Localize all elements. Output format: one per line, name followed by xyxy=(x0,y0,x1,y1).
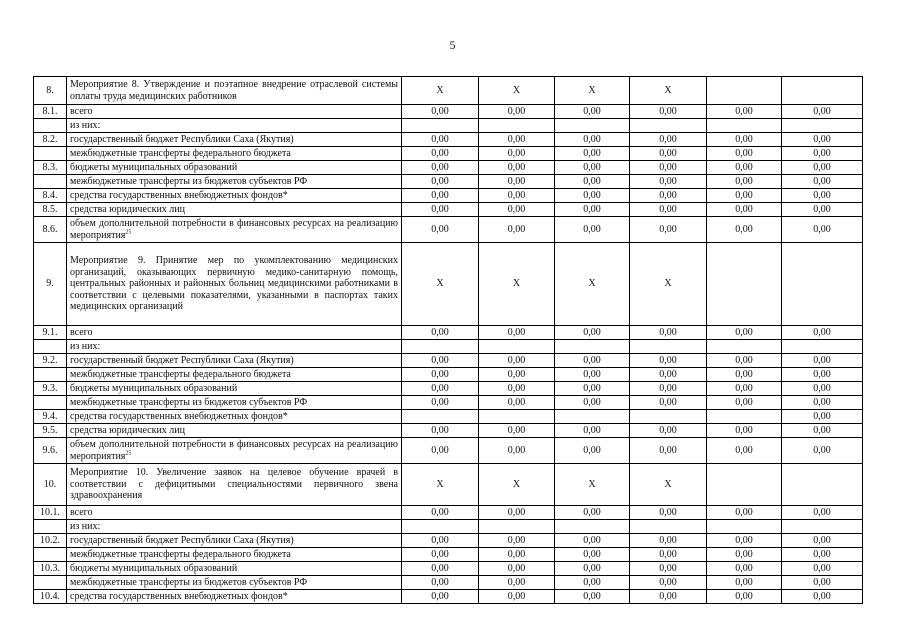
value-cell: 0,00 xyxy=(630,534,707,548)
value-cell xyxy=(402,340,479,354)
row-number xyxy=(34,548,67,562)
value-cell xyxy=(402,410,479,424)
value-cell: 0,00 xyxy=(707,534,782,548)
row-description xyxy=(67,161,402,175)
row-description-text: объем дополнительной потребности в финансовых ресурсах на реализацию мероприятия xyxy=(70,218,398,241)
value-cell: 0,00 xyxy=(707,133,782,147)
row-description xyxy=(67,410,402,424)
value-cell: 0,00 xyxy=(630,326,707,340)
row-description-text: бюджеты муниципальных образований xyxy=(70,382,238,394)
row-description xyxy=(67,438,402,464)
value-cell: 0,00 xyxy=(479,424,555,438)
row-number: 8. xyxy=(34,77,67,105)
row-description xyxy=(67,133,402,147)
value-cell: 0,00 xyxy=(782,396,863,410)
value-cell: 0,00 xyxy=(402,354,479,368)
row-description xyxy=(67,506,402,520)
value-cell: 0,00 xyxy=(630,189,707,203)
row-description-text: межбюджетные трансферты федерального бюджета xyxy=(70,548,291,560)
row-description-text: Мероприятие 10. Увеличение заявок на целевое обучение врачей в соответствии с дефицитными специальностями первичного звена здравоохранения xyxy=(70,467,398,502)
value-cell: 0,00 xyxy=(630,217,707,243)
row-description xyxy=(67,119,402,133)
table-row xyxy=(34,243,863,326)
value-cell: 0,00 xyxy=(630,147,707,161)
table-row xyxy=(34,133,863,147)
value-cell: 0,00 xyxy=(555,217,630,243)
value-cell: 0,00 xyxy=(479,203,555,217)
value-cell: 0,00 xyxy=(707,105,782,119)
row-description xyxy=(67,175,402,189)
value-cell: 0,00 xyxy=(707,424,782,438)
row-description xyxy=(67,562,402,576)
table-row xyxy=(34,175,863,189)
value-cell: 0,00 xyxy=(402,105,479,119)
value-cell: X xyxy=(555,77,630,105)
row-description xyxy=(67,464,402,506)
page-number: 5 xyxy=(449,38,456,52)
value-cell: 0,00 xyxy=(402,590,479,604)
table-row xyxy=(34,147,863,161)
table-row xyxy=(34,326,863,340)
row-description xyxy=(67,340,402,354)
value-cell: 0,00 xyxy=(630,368,707,382)
value-cell xyxy=(402,520,479,534)
value-cell: 0,00 xyxy=(630,396,707,410)
value-cell xyxy=(630,520,707,534)
value-cell xyxy=(555,410,630,424)
footnote-marker: 25 xyxy=(125,229,132,236)
value-cell: 0,00 xyxy=(479,548,555,562)
value-cell: 0,00 xyxy=(402,382,479,396)
value-cell: 0,00 xyxy=(782,562,863,576)
value-cell: 0,00 xyxy=(782,438,863,464)
value-cell: 0,00 xyxy=(707,438,782,464)
value-cell: 0,00 xyxy=(555,382,630,396)
value-cell: 0,00 xyxy=(555,189,630,203)
value-cell: X xyxy=(630,464,707,506)
value-cell: 0,00 xyxy=(479,368,555,382)
table-row xyxy=(34,506,863,520)
row-description xyxy=(67,243,402,326)
row-description xyxy=(67,382,402,396)
value-cell: 0,00 xyxy=(479,506,555,520)
value-cell: 0,00 xyxy=(555,326,630,340)
row-number: 8.3. xyxy=(34,161,67,175)
row-description xyxy=(67,368,402,382)
value-cell: 0,00 xyxy=(707,548,782,562)
value-cell: X xyxy=(555,243,630,326)
value-cell: 0,00 xyxy=(479,217,555,243)
value-cell: 0,00 xyxy=(630,105,707,119)
value-cell: 0,00 xyxy=(402,368,479,382)
value-cell: 0,00 xyxy=(782,382,863,396)
value-cell: 0,00 xyxy=(630,175,707,189)
table-row xyxy=(34,189,863,203)
value-cell: 0,00 xyxy=(630,438,707,464)
value-cell: 0,00 xyxy=(782,424,863,438)
table-body xyxy=(34,77,863,604)
row-number xyxy=(34,368,67,382)
value-cell xyxy=(707,410,782,424)
value-cell: 0,00 xyxy=(630,161,707,175)
row-description-text: средства государственных внебюджетных фондов* xyxy=(70,189,288,201)
value-cell xyxy=(479,410,555,424)
value-cell: 0,00 xyxy=(479,189,555,203)
value-cell: 0,00 xyxy=(782,175,863,189)
row-description xyxy=(67,77,402,105)
value-cell: 0,00 xyxy=(479,147,555,161)
value-cell: 0,00 xyxy=(555,534,630,548)
value-cell: 0,00 xyxy=(782,147,863,161)
value-cell: 0,00 xyxy=(402,506,479,520)
value-cell: 0,00 xyxy=(555,147,630,161)
table-row xyxy=(34,161,863,175)
value-cell: 0,00 xyxy=(402,326,479,340)
table-row xyxy=(34,340,863,354)
row-description xyxy=(67,576,402,590)
value-cell: X xyxy=(479,464,555,506)
row-description xyxy=(67,590,402,604)
table-row xyxy=(34,464,863,506)
value-cell: 0,00 xyxy=(630,506,707,520)
row-description-text: межбюджетные трансферты из бюджетов субъектов РФ xyxy=(70,396,308,408)
value-cell: 0,00 xyxy=(782,189,863,203)
value-cell: 0,00 xyxy=(630,382,707,396)
row-number xyxy=(34,175,67,189)
row-number: 10.2. xyxy=(34,534,67,548)
row-number xyxy=(34,340,67,354)
value-cell xyxy=(782,119,863,133)
value-cell: 0,00 xyxy=(630,576,707,590)
row-number: 9.1. xyxy=(34,326,67,340)
value-cell: 0,00 xyxy=(402,189,479,203)
row-description xyxy=(67,326,402,340)
row-description-text: средства государственных внебюджетных фондов* xyxy=(70,590,288,602)
value-cell: 0,00 xyxy=(555,133,630,147)
row-description xyxy=(67,147,402,161)
value-cell: 0,00 xyxy=(630,548,707,562)
value-cell xyxy=(782,464,863,506)
value-cell: 0,00 xyxy=(479,105,555,119)
row-description xyxy=(67,396,402,410)
value-cell: 0,00 xyxy=(555,590,630,604)
value-cell xyxy=(707,340,782,354)
row-number: 9.4. xyxy=(34,410,67,424)
value-cell: 0,00 xyxy=(555,576,630,590)
row-number: 9.5. xyxy=(34,424,67,438)
value-cell: 0,00 xyxy=(782,506,863,520)
value-cell: 0,00 xyxy=(479,326,555,340)
value-cell: 0,00 xyxy=(402,534,479,548)
row-description-text: государственный бюджет Республики Саха (Якутия) xyxy=(70,354,294,366)
value-cell xyxy=(782,520,863,534)
value-cell: 0,00 xyxy=(479,590,555,604)
table-row xyxy=(34,424,863,438)
value-cell: 0,00 xyxy=(707,147,782,161)
value-cell: 0,00 xyxy=(555,175,630,189)
row-number: 8.4. xyxy=(34,189,67,203)
value-cell xyxy=(630,119,707,133)
row-description-text: Мероприятие 9. Принятие мер по укомплектованию медицинских организаций, оказывающих первичную медико-санитарную помощь, центральных районных и районных больниц медицинскими работниками в соответствии с целевыми показателями, указанными в паспортах таких медицинских организаций xyxy=(70,255,398,313)
table-row xyxy=(34,396,863,410)
row-description-text: государственный бюджет Республики Саха (Якутия) xyxy=(70,133,294,145)
value-cell: 0,00 xyxy=(402,438,479,464)
value-cell: 0,00 xyxy=(479,534,555,548)
row-description-text: межбюджетные трансферты из бюджетов субъектов РФ xyxy=(70,576,308,588)
value-cell: X xyxy=(402,77,479,105)
value-cell: 0,00 xyxy=(479,382,555,396)
row-description xyxy=(67,217,402,243)
value-cell: 0,00 xyxy=(479,133,555,147)
value-cell: 0,00 xyxy=(555,548,630,562)
value-cell xyxy=(707,243,782,326)
table-row xyxy=(34,368,863,382)
row-description xyxy=(67,354,402,368)
row-description-text: средства государственных внебюджетных фондов* xyxy=(70,410,288,422)
table-row xyxy=(34,382,863,396)
value-cell: 0,00 xyxy=(782,105,863,119)
value-cell: 0,00 xyxy=(555,424,630,438)
table-row xyxy=(34,203,863,217)
row-description-text: из них: xyxy=(70,340,101,352)
value-cell: 0,00 xyxy=(479,438,555,464)
row-number: 10.4. xyxy=(34,590,67,604)
value-cell: X xyxy=(402,243,479,326)
value-cell: X xyxy=(630,243,707,326)
value-cell: 0,00 xyxy=(402,562,479,576)
row-description xyxy=(67,520,402,534)
table-row xyxy=(34,217,863,243)
value-cell: X xyxy=(479,243,555,326)
value-cell: X xyxy=(402,464,479,506)
value-cell: 0,00 xyxy=(782,326,863,340)
row-number: 8.2. xyxy=(34,133,67,147)
value-cell: 0,00 xyxy=(402,217,479,243)
value-cell: 0,00 xyxy=(555,396,630,410)
value-cell: 0,00 xyxy=(707,217,782,243)
row-description xyxy=(67,424,402,438)
value-cell: 0,00 xyxy=(782,203,863,217)
value-cell: 0,00 xyxy=(707,590,782,604)
row-description xyxy=(67,534,402,548)
row-number: 10.3. xyxy=(34,562,67,576)
table-row xyxy=(34,119,863,133)
value-cell xyxy=(782,243,863,326)
value-cell xyxy=(707,520,782,534)
table-row xyxy=(34,438,863,464)
value-cell: X xyxy=(479,77,555,105)
value-cell xyxy=(782,77,863,105)
table-row xyxy=(34,520,863,534)
value-cell: X xyxy=(555,464,630,506)
row-description-text: средства юридических лиц xyxy=(70,203,185,215)
row-number xyxy=(34,576,67,590)
value-cell: 0,00 xyxy=(707,396,782,410)
table-row xyxy=(34,562,863,576)
value-cell: 0,00 xyxy=(555,368,630,382)
value-cell: 0,00 xyxy=(630,562,707,576)
value-cell: 0,00 xyxy=(402,203,479,217)
row-number: 8.6. xyxy=(34,217,67,243)
value-cell: 0,00 xyxy=(782,161,863,175)
value-cell: 0,00 xyxy=(782,576,863,590)
value-cell xyxy=(630,410,707,424)
row-description-text: из них: xyxy=(70,119,101,131)
row-description-text: Мероприятие 8. Утверждение и поэтапное внедрение отраслевой системы оплаты труда медицинских работников xyxy=(70,79,398,102)
value-cell xyxy=(707,119,782,133)
row-description xyxy=(67,548,402,562)
table-row xyxy=(34,534,863,548)
value-cell: 0,00 xyxy=(707,189,782,203)
value-cell xyxy=(479,340,555,354)
value-cell xyxy=(479,119,555,133)
value-cell: 0,00 xyxy=(555,354,630,368)
value-cell: 0,00 xyxy=(707,203,782,217)
table-row xyxy=(34,77,863,105)
table-row xyxy=(34,105,863,119)
value-cell: 0,00 xyxy=(479,396,555,410)
value-cell: 0,00 xyxy=(707,382,782,396)
value-cell xyxy=(630,340,707,354)
row-number: 9.6. xyxy=(34,438,67,464)
table-row xyxy=(34,548,863,562)
footnote-marker: 25 xyxy=(125,450,132,457)
value-cell: 0,00 xyxy=(555,161,630,175)
row-number: 8.1. xyxy=(34,105,67,119)
table-row xyxy=(34,590,863,604)
row-number: 10. xyxy=(34,464,67,506)
row-description-text: всего xyxy=(70,506,93,518)
value-cell: 0,00 xyxy=(782,590,863,604)
value-cell: 0,00 xyxy=(479,354,555,368)
value-cell: 0,00 xyxy=(782,217,863,243)
row-number: 10.1. xyxy=(34,506,67,520)
row-description-text: из них: xyxy=(70,520,101,532)
value-cell: 0,00 xyxy=(479,576,555,590)
row-description-text: межбюджетные трансферты из бюджетов субъектов РФ xyxy=(70,175,308,187)
row-number xyxy=(34,396,67,410)
value-cell: X xyxy=(630,77,707,105)
row-description-text: государственный бюджет Республики Саха (Якутия) xyxy=(70,534,294,546)
row-description-text: объем дополнительной потребности в финансовых ресурсах на реализацию мероприятия xyxy=(70,439,398,462)
value-cell: 0,00 xyxy=(555,105,630,119)
value-cell: 0,00 xyxy=(707,161,782,175)
value-cell: 0,00 xyxy=(402,576,479,590)
row-description-text: межбюджетные трансферты федерального бюджета xyxy=(70,368,291,380)
value-cell xyxy=(707,77,782,105)
row-number xyxy=(34,147,67,161)
value-cell: 0,00 xyxy=(782,133,863,147)
value-cell: 0,00 xyxy=(402,133,479,147)
row-description xyxy=(67,105,402,119)
value-cell: 0,00 xyxy=(402,161,479,175)
value-cell: 0,00 xyxy=(782,410,863,424)
row-number xyxy=(34,119,67,133)
value-cell: 0,00 xyxy=(555,438,630,464)
value-cell: 0,00 xyxy=(707,175,782,189)
value-cell: 0,00 xyxy=(707,576,782,590)
row-number xyxy=(34,520,67,534)
value-cell: 0,00 xyxy=(630,133,707,147)
value-cell: 0,00 xyxy=(707,368,782,382)
row-description xyxy=(67,189,402,203)
value-cell: 0,00 xyxy=(782,354,863,368)
value-cell: 0,00 xyxy=(402,147,479,161)
row-description-text: межбюджетные трансферты федерального бюджета xyxy=(70,147,291,159)
row-number: 9.2. xyxy=(34,354,67,368)
value-cell xyxy=(555,340,630,354)
value-cell: 0,00 xyxy=(782,534,863,548)
budget-table xyxy=(33,76,863,604)
value-cell: 0,00 xyxy=(630,590,707,604)
value-cell: 0,00 xyxy=(630,203,707,217)
value-cell: 0,00 xyxy=(479,161,555,175)
value-cell xyxy=(707,464,782,506)
value-cell: 0,00 xyxy=(707,562,782,576)
row-description xyxy=(67,203,402,217)
value-cell: 0,00 xyxy=(707,326,782,340)
value-cell: 0,00 xyxy=(782,548,863,562)
row-description-text: всего xyxy=(70,105,93,117)
value-cell: 0,00 xyxy=(707,506,782,520)
table-row xyxy=(34,354,863,368)
value-cell xyxy=(555,520,630,534)
value-cell: 0,00 xyxy=(402,424,479,438)
value-cell: 0,00 xyxy=(630,354,707,368)
row-number: 9.3. xyxy=(34,382,67,396)
row-description-text: всего xyxy=(70,326,93,338)
value-cell: 0,00 xyxy=(402,548,479,562)
value-cell: 0,00 xyxy=(402,396,479,410)
row-number: 8.5. xyxy=(34,203,67,217)
row-description-text: бюджеты муниципальных образований xyxy=(70,161,238,173)
value-cell: 0,00 xyxy=(402,175,479,189)
value-cell: 0,00 xyxy=(630,424,707,438)
table-row xyxy=(34,576,863,590)
value-cell: 0,00 xyxy=(555,562,630,576)
row-description-text: средства юридических лиц xyxy=(70,424,185,436)
value-cell xyxy=(555,119,630,133)
value-cell: 0,00 xyxy=(555,506,630,520)
value-cell: 0,00 xyxy=(782,368,863,382)
row-description-text: бюджеты муниципальных образований xyxy=(70,562,238,574)
row-number: 9. xyxy=(34,243,67,326)
value-cell: 0,00 xyxy=(479,562,555,576)
value-cell xyxy=(402,119,479,133)
value-cell xyxy=(782,340,863,354)
value-cell: 0,00 xyxy=(479,175,555,189)
value-cell xyxy=(479,520,555,534)
value-cell: 0,00 xyxy=(555,203,630,217)
value-cell: 0,00 xyxy=(707,354,782,368)
table-row xyxy=(34,410,863,424)
